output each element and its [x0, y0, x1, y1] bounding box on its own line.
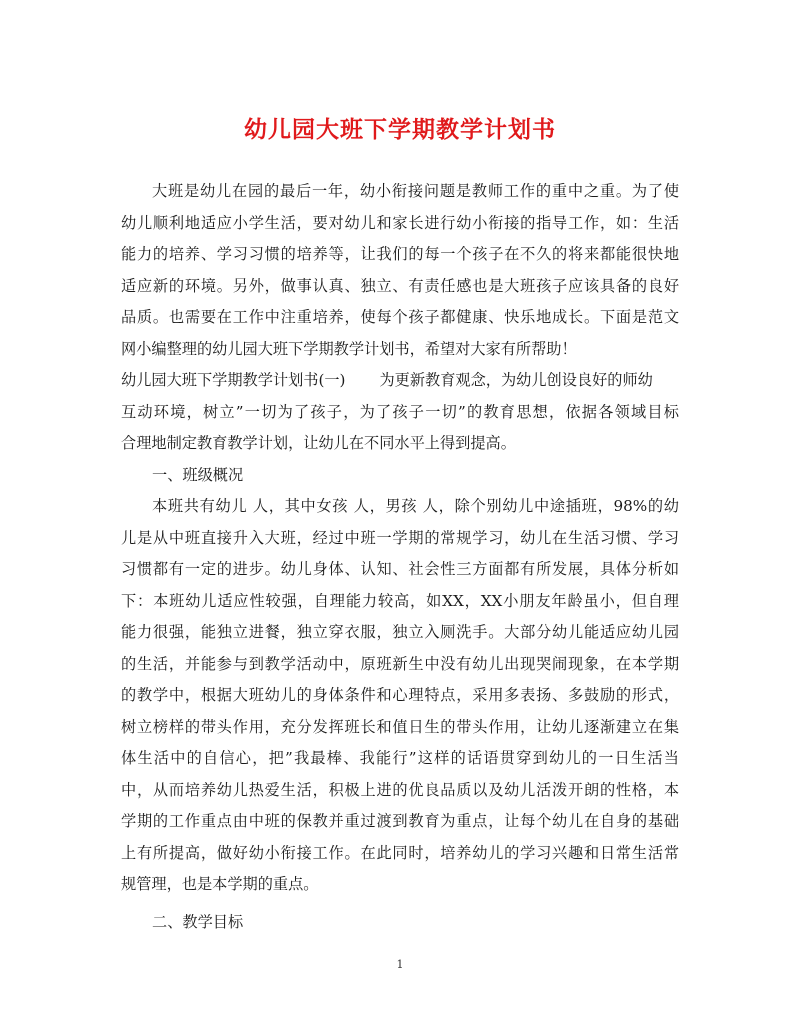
section-one-line: 互动环境，树立”一切为了孩子，为了孩子一切”的教育思想，依据各领域目标 — [121, 402, 679, 421]
class-line: 习惯都有一定的进步。幼儿身体、认知、社会性三方面都有所发展，具体分析如 — [121, 560, 679, 578]
intro-line: 大班是幼儿在园的最后一年，幼小衔接问题是教师工作的重中之重。为了使 — [152, 182, 679, 200]
section-one-first-text: 为更新教育观念，为幼儿创设良好的师幼 — [379, 371, 653, 389]
section-one-line — [121, 365, 679, 397]
class-line: 中，从而培养幼儿热爱生活，积极上进的优良品质以及幼儿活泼开朗的性格，本 — [121, 780, 679, 799]
class-line: 儿是从中班直接升入大班，经过中班一学期的常规学习，幼儿在生活习惯、学习 — [121, 528, 679, 547]
class-line: 下：本班幼儿适应性较强，自理能力较高，如XX，XX小朋友年龄虽小，但自理 — [121, 591, 679, 610]
class-line: 上有所提高，做好幼小衔接工作。在此同时，培养幼儿的学习兴趣和日常生活常 — [121, 843, 679, 862]
intro-line: 幼儿顺利地适应小学生活，要对幼儿和家长进行幼小衔接的指导工作，如：生活 — [121, 213, 679, 232]
section-one-label: 幼儿园大班下学期教学计划书(一) — [121, 371, 346, 389]
document-title: 幼儿园大班下学期教学计划书 — [244, 116, 556, 143]
intro-line: 品质。也需要在工作中注重培养，使每个孩子都健康、快乐地成长。下面是范文 — [121, 308, 679, 326]
intro-line: 网小编整理的幼儿园大班下学期教学计划书，希望对大家有所帮助！ — [121, 339, 577, 358]
class-line: 的生活，并能参与到教学活动中，原班新生中没有幼儿出现哭闹现象，在本学期 — [121, 654, 679, 673]
class-line: 规管理，也是本学期的重点。 — [121, 875, 319, 893]
section-one-line: 合理地制定教育教学计划，让幼儿在不同水平上得到提高。 — [121, 434, 516, 452]
page-number: 1 — [396, 958, 404, 971]
intro-line: 能力的培养、学习习惯的培养等，让我们的每一个孩子在不久的将来都能很快地 — [121, 245, 679, 263]
intro-line: 适应新的环境。另外，做事认真、独立、有责任感也是大班孩子应该具备的良好 — [121, 276, 679, 295]
section-heading-teaching-goals: 二、教学目标 — [152, 912, 244, 931]
class-line: 树立榜样的带头作用，充分发挥班长和值日生的带头作用，让幼儿逐渐建立在集 — [121, 717, 679, 736]
class-line: 本班共有幼儿 人，其中女孩 人，男孩 人，除个别幼儿中途插班，98%的幼 — [152, 497, 679, 515]
section-heading-class-overview: 一、班级概况 — [152, 465, 244, 484]
document-body — [121, 176, 679, 938]
class-line: 的教学中，根据大班幼儿的身体条件和心理特点，采用多表扬、多鼓励的形式， — [121, 686, 679, 704]
class-line: 能力很强，能独立进餐，独立穿衣服，独立入厕洗手。大部分幼儿能适应幼儿园 — [121, 623, 679, 641]
class-line: 体生活中的自信心，把”我最棒、我能行”这样的话语贯穿到幼儿的一日生活当 — [121, 749, 679, 767]
class-line: 学期的工作重点由中班的保教并重过渡到教育为重点，让每个幼儿在自身的基础 — [121, 812, 679, 830]
